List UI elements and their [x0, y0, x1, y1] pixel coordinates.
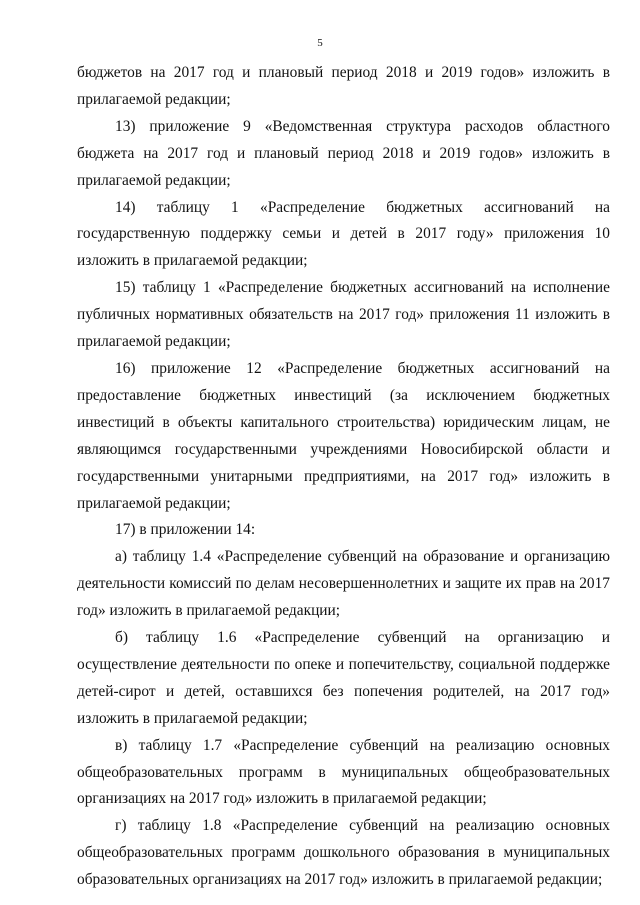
paragraph-subitem-g: г) таблицу 1.8 «Распределение субвенций на реализацию основных общеобразовательных программ дошкольного образования в муниципальных образовательных организациях на 2017 год» изложить в прилагаемой редакции; — [77, 817, 610, 889]
paragraph-item-17: 17) в приложении 14: — [115, 521, 256, 539]
page-number: 5 — [317, 37, 323, 49]
paragraph-item-14: 14) таблицу 1 «Распределение бюджетных ассигнований на государственную поддержку семьи и детей в 2017 году» приложения 10 изложить в прилагаемой редакции; — [77, 198, 610, 270]
paragraph-item-13: 13) приложение 9 «Ведомственная структура расходов областного бюджета на 2017 год и плановый период 2018 и 2019 годов» изложить в прилагаемой редакции; — [77, 117, 610, 189]
paragraph-continuation: бюджетов на 2017 год и плановый период 2018 и 2019 годов» изложить в прилагаемой редакции; — [77, 64, 610, 108]
paragraph-subitem-b: б) таблицу 1.6 «Распределение субвенций на организацию и осуществление деятельности по опеке и попечительству, социальной поддержке детей-сирот и детей, оставшихся без попечения родителей, на 2017 год» изложить в прилагаемой редакции; — [77, 629, 610, 727]
document-body — [77, 60, 610, 894]
paragraph-item-16: 16) приложение 12 «Распределение бюджетных ассигнований на предоставление бюджетных инвестиций (за исключением бюджетных инвестиций в объекты капитального строительства) юридическим лицам, не являющимся государственными учреждениями Новосибирской области и государственными унитарными предприятиями, на 2017 год» изложить в прилагаемой редакции; — [77, 359, 610, 512]
paragraph-item-15: 15) таблицу 1 «Распределение бюджетных ассигнований на исполнение публичных нормативных обязательств на 2017 год» приложения 11 изложить в прилагаемой редакции; — [77, 279, 610, 351]
paragraph-subitem-v: в) таблицу 1.7 «Распределение субвенций на реализацию основных общеобразовательных программ в муниципальных общеобразовательных организациях на 2017 год» изложить в прилагаемой редакции; — [77, 736, 610, 808]
paragraph-subitem-a: а) таблицу 1.4 «Распределение субвенций на образование и организацию деятельности комиссий по делам несовершеннолетних и защите их прав на 2017 год» изложить в прилагаемой редакции; — [77, 548, 610, 620]
